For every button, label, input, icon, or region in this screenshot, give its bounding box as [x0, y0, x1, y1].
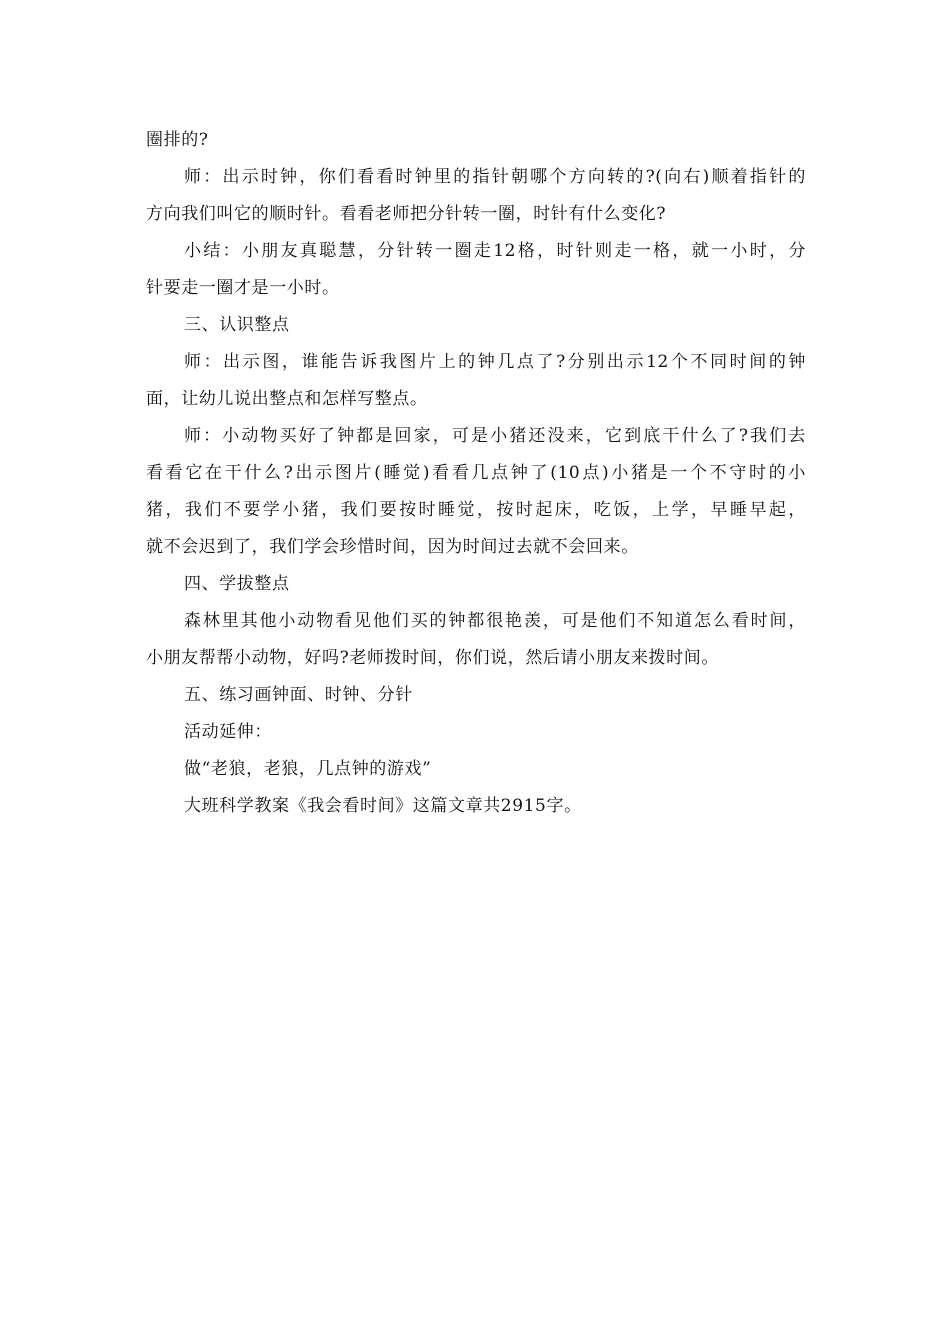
text-line: 方向我们叫它的顺时针。看看老师把分针转一圈，时针有什么变化? [146, 204, 667, 224]
text-line: 圈排的? [146, 130, 209, 150]
text-line: 猪，我们不要学小猪，我们要按时睡觉，按时起床，吃饭，上学，早睡早起， [146, 500, 806, 520]
text-line: 面，让幼儿说出整点和怎样写整点。 [146, 389, 428, 409]
text-line: 做“老狼，老狼，几点钟的游戏” [184, 759, 432, 779]
text-line: 师：出示图，谁能告诉我图片上的钟几点了?分别出示12个不同时间的钟 [184, 352, 806, 372]
text-line: 小朋友帮帮小动物，好吗?老师拨时间，你们说，然后请小朋友来拨时间。 [146, 648, 719, 668]
text-line: 师：出示时钟，你们看看时钟里的指针朝哪个方向转的?(向右)顺着指针的 [184, 167, 806, 187]
text-line: 活动延伸： [184, 722, 272, 742]
section-heading: 四、学拔整点 [184, 574, 290, 594]
word-count-note: 大班科学教案《我会看时间》这篇文章共2915字。 [184, 796, 582, 816]
text-line: 就不会迟到了，我们学会珍惜时间，因为时间过去就不会回来。 [146, 537, 639, 557]
text-line: 森林里其他小动物看见他们买的钟都很艳羡，可是他们不知道怎么看时间， [184, 611, 806, 631]
text-line: 小结：小朋友真聪慧，分针转一圈走12格，时针则走一格，就一小时，分 [184, 241, 806, 261]
text-line: 师：小动物买好了钟都是回家，可是小猪还没来，它到底干什么了?我们去 [184, 426, 806, 446]
text-line: 看看它在干什么?出示图片(睡觉)看看几点钟了(10点)小猪是一个不守时的小 [146, 463, 806, 483]
document-body [146, 122, 806, 825]
section-heading: 五、练习画钟面、时钟、分针 [184, 685, 413, 705]
section-heading: 三、认识整点 [184, 315, 290, 335]
text-line: 针要走一圈才是一小时。 [146, 278, 340, 298]
